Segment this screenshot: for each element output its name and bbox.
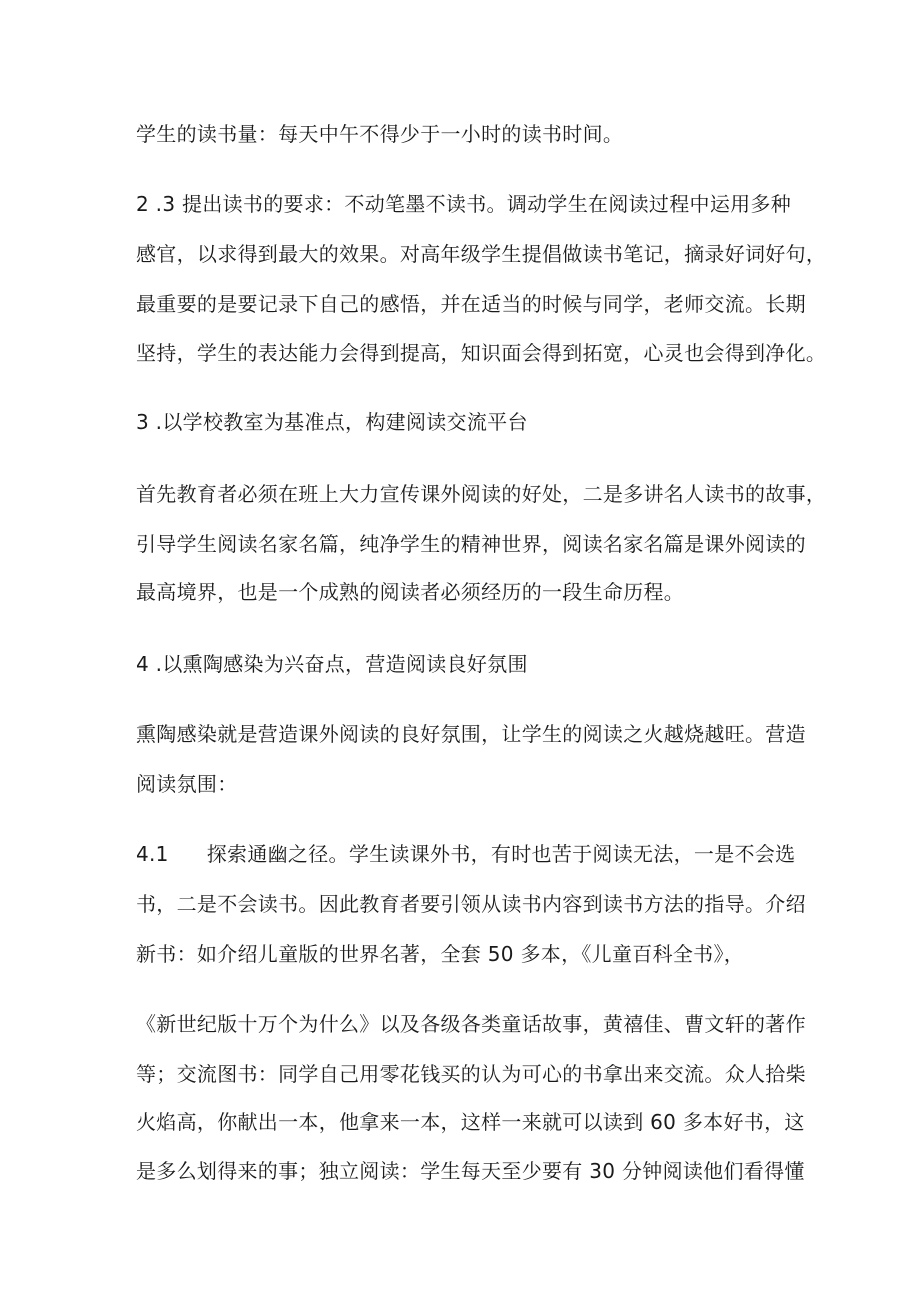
paragraph-line: 最重要的是要记录下自己的感悟，并在适当的时候与同学，老师交流。长期 — [136, 292, 806, 316]
paragraph-line: 引导学生阅读名家名篇，纯净学生的精神世界，阅读名家名篇是课外阅读的 — [136, 532, 806, 556]
section-number: 4.1 — [136, 842, 169, 866]
paragraph-line: 等；交流图书：同学自己用零花钱买的认为可心的书拿出来交流。众人拾柴 — [136, 1062, 806, 1086]
paragraph-line: 首先教育者必须在班上大力宣传课外阅读的好处，二是多讲名人读书的故事， — [136, 482, 827, 506]
paragraph-line: 熏陶感染就是营造课外阅读的良好氛围，让学生的阅读之火越烧越旺。营造 — [136, 722, 806, 746]
paragraph-line: 火焰高，你献出一本，他拿来一本，这样一来就可以读到 60 多本好书，这 — [136, 1110, 805, 1134]
paragraph-line: 书，二是不会读书。因此教育者要引领从读书内容到读书方法的指导。介绍 — [136, 892, 806, 916]
section-4-1-first-line — [136, 840, 795, 868]
paragraph-line: 是多么划得来的事；独立阅读：学生每天至少要有 30 分钟阅读他们看得懂 — [136, 1159, 805, 1183]
paragraph-line: 感官，以求得到最大的效果。对高年级学生提倡做读书笔记，摘录好词好句， — [136, 242, 827, 266]
section-2-3-heading-line: 2 .3 提出读书的要求：不动笔墨不读书。调动学生在阅读过程中运用多种 — [136, 192, 792, 216]
paragraph-line: 阅读氛围： — [136, 772, 238, 796]
paragraph-line: 学生的读书量：每天中午不得少于一小时的读书时间。 — [136, 122, 624, 146]
paragraph-line: 最高境界，也是一个成熟的阅读者必须经历的一段生命历程。 — [136, 580, 685, 604]
section-3-heading: 3 .以学校教室为基准点，构建阅读交流平台 — [136, 410, 528, 434]
paragraph-line: 新书：如介绍儿童版的世界名著，全套 50 多本，《儿童百科全书》， — [136, 942, 745, 966]
paragraph-line: 《新世纪版十万个为什么》以及各级各类童话故事，黄禧佳、曹文轩的著作 — [136, 1012, 806, 1036]
section-4-heading: 4 .以熏陶感染为兴奋点，营造阅读良好氛围 — [136, 652, 528, 676]
section-4-1-text: 探索通幽之径。学生读课外书，有时也苦于阅读无法，一是不会选 — [206, 842, 796, 866]
paragraph-line: 坚持，学生的表达能力会得到提高，知识面会得到拓宽，心灵也会得到净化。 — [136, 341, 827, 365]
